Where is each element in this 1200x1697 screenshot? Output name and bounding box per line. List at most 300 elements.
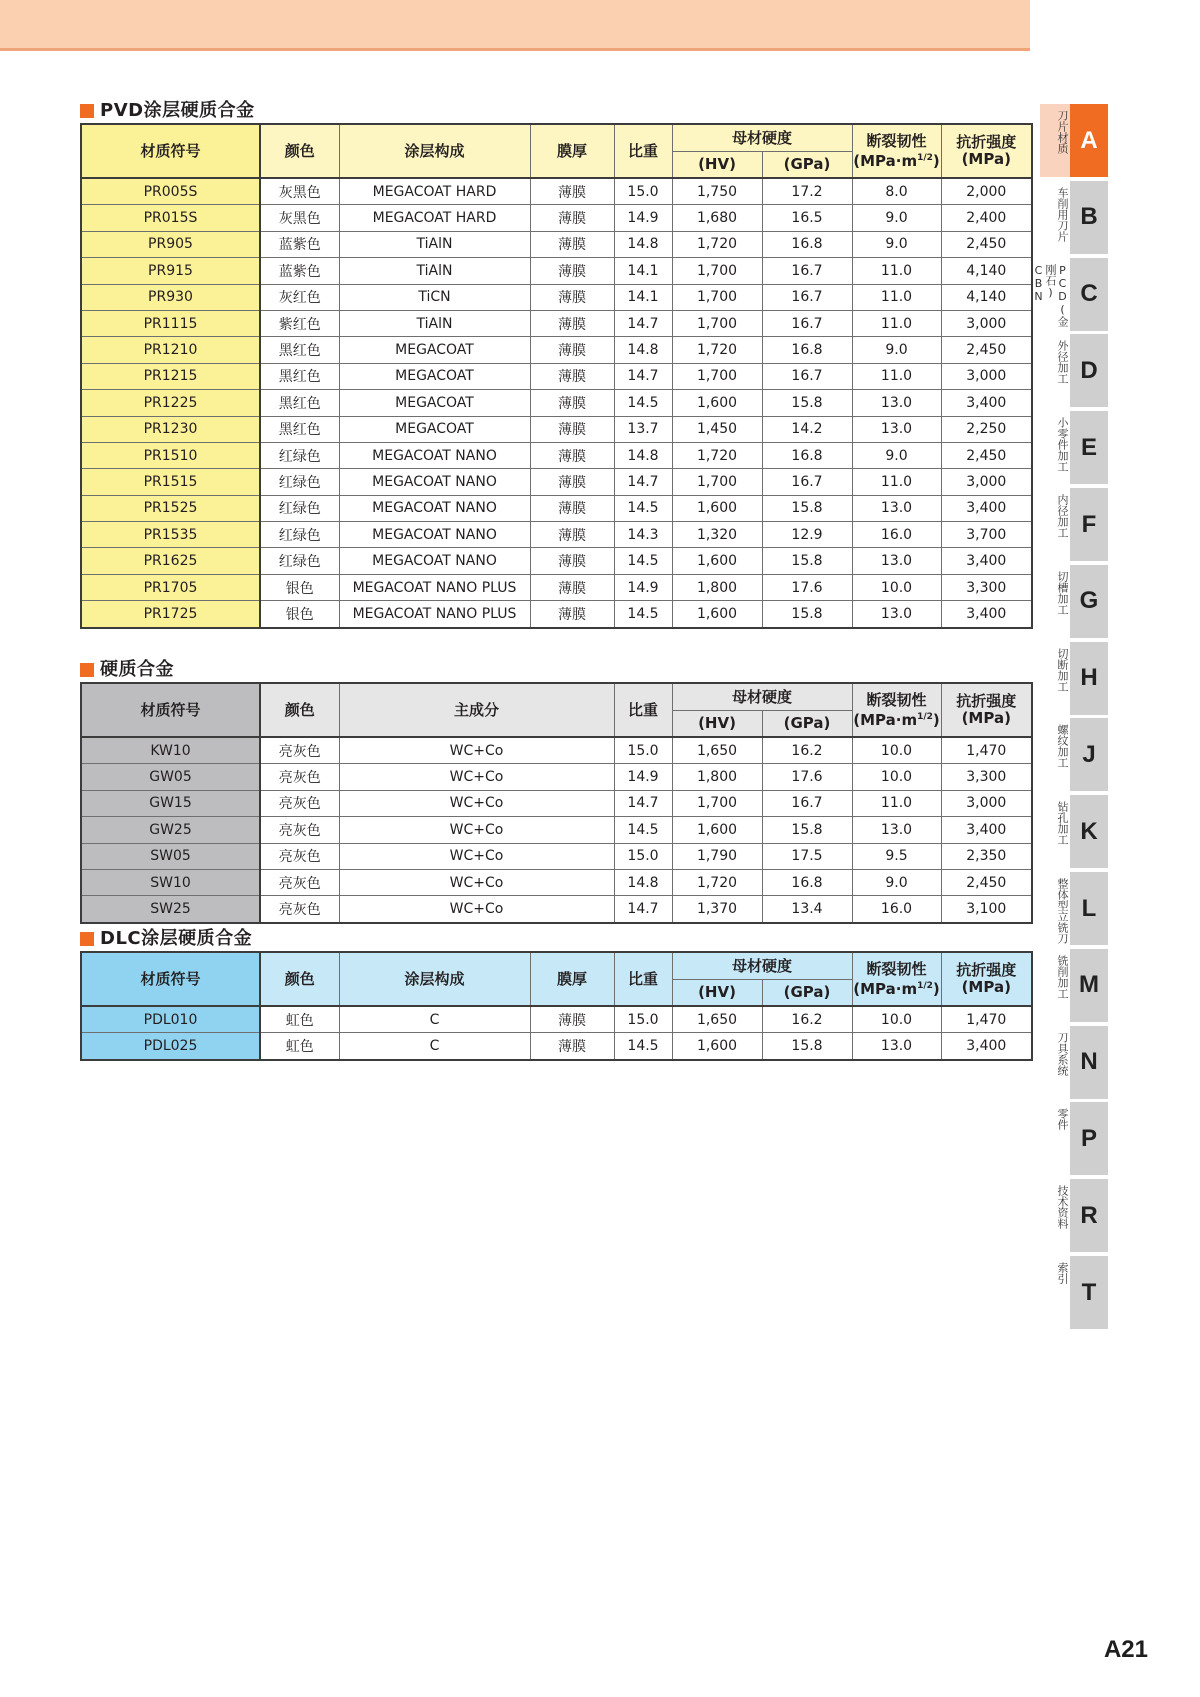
cell-coating: MEGACOAT NANO PLUS [339,601,530,628]
cell-trs: 3,400 [941,1033,1032,1060]
side-tab-r[interactable] [1040,1179,1110,1252]
cell-hv: 1,650 [672,1006,762,1033]
cell-coating: MEGACOAT NANO PLUS [339,574,530,600]
cell-gpa: 16.2 [762,737,852,764]
table-row [81,869,1032,895]
cell-gpa: 16.7 [762,258,852,284]
cell-trs: 2,450 [941,442,1032,468]
cell-color: 虹色 [260,1006,339,1033]
fracture-toughness-unit: (MPa·m [853,710,918,729]
header-hv: (HV) [672,711,762,738]
cell-gpa: 16.7 [762,363,852,389]
cell-coating: MEGACOAT [339,416,530,442]
page-number: A21 [1103,1636,1148,1663]
side-tab-label: 索引 [1056,1262,1069,1284]
cell-trs: 3,400 [941,548,1032,574]
cell-grade: PR1230 [81,416,260,442]
cell-color: 红绿色 [260,442,339,468]
cell-grade: SW25 [81,896,260,923]
fracture-toughness-unit: (MPa·m [853,979,918,998]
side-tab-letter: M [1070,949,1108,1022]
pvd-title-text: PVD涂层硬质合金 [100,100,255,121]
cell-gpa: 17.2 [762,178,852,205]
cell-coating: TiAlN [339,310,530,336]
cell-gpa: 16.7 [762,469,852,495]
cell-grade: PR015S [81,205,260,231]
cell-coating: MEGACOAT NANO [339,495,530,521]
cell-thickness: 薄膜 [530,178,614,205]
cell-sg: 14.9 [614,205,672,231]
cell-kic: 10.0 [852,764,941,790]
cell-thickness: 薄膜 [530,469,614,495]
cell-grade: PR1225 [81,390,260,416]
side-tab-e[interactable] [1040,411,1110,484]
side-tab-label: 外径加工 [1056,340,1069,385]
cell-gpa: 15.8 [762,390,852,416]
fracture-toughness-label: 断裂韧性 [866,131,927,150]
header-grade: 材质符号 [81,124,260,178]
cell-sg: 15.0 [614,843,672,869]
side-tab-letter: H [1070,642,1108,715]
side-tab-label: 刀具系统 [1056,1031,1069,1076]
cell-trs: 3,100 [941,896,1032,923]
header-color: 颜色 [260,952,339,1006]
cell-hv: 1,600 [672,601,762,628]
header-gpa: (GPa) [762,152,852,179]
cell-coating: C [339,1033,530,1060]
side-tab-label: 内径加工 [1056,494,1069,538]
side-tab-label: 铣削加工 [1056,954,1069,999]
cell-grade: PR1515 [81,469,260,495]
cell-sg: 14.7 [614,310,672,336]
table-row [81,416,1032,442]
cell-trs: 4,140 [941,284,1032,310]
table-row [81,548,1032,574]
cell-grade: GW05 [81,764,260,790]
cell-hv: 1,600 [672,817,762,843]
side-tab-label: 零件 [1056,1108,1069,1131]
cell-coating: TiAlN [339,231,530,257]
cell-color: 灰红色 [260,284,339,310]
cell-grade: PR005S [81,178,260,205]
header-grade: 材质符号 [81,683,260,737]
bending-strength-label: 抗折强度 [956,133,1017,151]
cell-sg: 15.0 [614,1006,672,1033]
cell-gpa: 14.2 [762,416,852,442]
cell-grade: PDL010 [81,1006,260,1033]
cell-grade: KW10 [81,737,260,764]
cell-hv: 1,680 [672,205,762,231]
cell-color: 虹色 [260,1033,339,1060]
cell-kic: 16.0 [852,896,941,923]
side-tab-c[interactable] [1032,258,1110,331]
cell-composition: WC+Co [339,817,614,843]
cell-kic: 10.0 [852,737,941,764]
side-tab-label: PCD(金刚石) CBN [1032,263,1069,327]
cell-kic: 11.0 [852,790,941,816]
cell-coating: MEGACOAT NANO [339,469,530,495]
cell-trs: 3,400 [941,390,1032,416]
table-row [81,495,1032,521]
side-tab-letter: A [1070,104,1108,177]
cell-thickness: 薄膜 [530,363,614,389]
header-thickness: 膜厚 [530,124,614,178]
cell-grade: PDL025 [81,1033,260,1060]
cell-trs: 1,470 [941,1006,1032,1033]
cell-thickness: 薄膜 [530,284,614,310]
cell-grade: PR1115 [81,310,260,336]
cell-coating: MEGACOAT HARD [339,205,530,231]
side-tab-h[interactable] [1040,642,1110,715]
cell-coating: MEGACOAT NANO [339,522,530,548]
header-fracture-toughness [852,952,941,1006]
cell-kic: 13.0 [852,817,941,843]
cell-trs: 3,400 [941,817,1032,843]
cell-trs: 2,250 [941,416,1032,442]
header-specific-gravity: 比重 [614,124,672,178]
cell-kic: 13.0 [852,495,941,521]
side-tab-d[interactable] [1040,334,1110,407]
header-specific-gravity: 比重 [614,952,672,1006]
cell-coating: MEGACOAT [339,337,530,363]
cell-grade: PR905 [81,231,260,257]
side-tab-p[interactable] [1040,1102,1110,1175]
cell-sg: 14.8 [614,337,672,363]
cell-grade: PR1510 [81,442,260,468]
cell-color: 亮灰色 [260,869,339,895]
cell-sg: 14.1 [614,284,672,310]
cell-hv: 1,720 [672,869,762,895]
cell-coating: MEGACOAT [339,363,530,389]
cell-hv: 1,700 [672,284,762,310]
dlc-title-text: DLC涂层硬质合金 [100,928,253,949]
cell-thickness: 薄膜 [530,495,614,521]
header-gpa: (GPa) [762,980,852,1007]
fracture-toughness-label: 断裂韧性 [866,959,927,978]
side-tab-g[interactable] [1040,565,1110,638]
cell-color: 蓝紫色 [260,231,339,257]
cell-coating: MEGACOAT [339,390,530,416]
cell-grade: GW25 [81,817,260,843]
cell-thickness: 薄膜 [530,205,614,231]
table-row [81,337,1032,363]
cell-thickness: 薄膜 [530,310,614,336]
table-row [81,469,1032,495]
cell-coating: C [339,1006,530,1033]
cell-gpa: 16.7 [762,790,852,816]
header-bending-strength [941,683,1032,737]
side-tab-letter: N [1070,1026,1108,1099]
table-row [81,231,1032,257]
side-tab-j[interactable] [1040,718,1110,791]
header-base-hardness: 母材硬度 [672,124,852,152]
cell-sg: 14.1 [614,258,672,284]
cell-thickness: 薄膜 [530,574,614,600]
cell-color: 亮灰色 [260,843,339,869]
cell-color: 灰黑色 [260,205,339,231]
cell-hv: 1,700 [672,790,762,816]
cell-sg: 14.9 [614,764,672,790]
cell-trs: 3,300 [941,574,1032,600]
cell-thickness: 薄膜 [530,390,614,416]
side-tab-letter: E [1070,411,1108,484]
cell-grade: PR915 [81,258,260,284]
cell-sg: 14.5 [614,390,672,416]
cell-kic: 9.0 [852,337,941,363]
cell-sg: 14.5 [614,817,672,843]
cell-kic: 13.0 [852,548,941,574]
dlc-table [80,951,1033,1061]
cell-coating: MEGACOAT NANO [339,442,530,468]
side-tab-a[interactable] [1040,104,1110,177]
table-row [81,442,1032,468]
cell-sg: 15.0 [614,178,672,205]
cell-hv: 1,370 [672,896,762,923]
cell-color: 蓝紫色 [260,258,339,284]
cell-thickness: 薄膜 [530,258,614,284]
table-row [81,817,1032,843]
cell-sg: 14.8 [614,442,672,468]
cell-color: 亮灰色 [260,764,339,790]
side-tab-label: 整体型立铣刀 [1056,878,1069,944]
cell-hv: 1,720 [672,337,762,363]
cell-grade: PR930 [81,284,260,310]
cell-kic: 9.0 [852,205,941,231]
cell-hv: 1,600 [672,390,762,416]
cell-composition: WC+Co [339,764,614,790]
cell-hv: 1,700 [672,363,762,389]
cell-sg: 14.7 [614,896,672,923]
cell-hv: 1,700 [672,310,762,336]
header-base-hardness: 母材硬度 [672,952,852,980]
cell-trs: 3,000 [941,790,1032,816]
cell-trs: 3,400 [941,495,1032,521]
side-tab-letter: T [1070,1256,1108,1329]
cell-gpa: 16.2 [762,1006,852,1033]
header-fracture-toughness [852,683,941,737]
pvd-section-title [80,100,255,122]
cell-hv: 1,750 [672,178,762,205]
cell-gpa: 16.8 [762,869,852,895]
cell-gpa: 16.8 [762,442,852,468]
carbide-table [80,682,1033,924]
side-tab-f[interactable] [1040,488,1110,561]
header-specific-gravity: 比重 [614,683,672,737]
bending-strength-label: 抗折强度 [956,692,1017,710]
fracture-toughness-close: ) [932,979,940,998]
cell-kic: 13.0 [852,416,941,442]
cell-kic: 13.0 [852,601,941,628]
cell-trs: 3,000 [941,310,1032,336]
fracture-toughness-unit: (MPa·m [853,151,918,170]
cell-kic: 9.0 [852,869,941,895]
cell-thickness: 薄膜 [530,416,614,442]
cell-gpa: 15.8 [762,495,852,521]
cell-trs: 4,140 [941,258,1032,284]
side-tab-label: 小零件加工 [1056,417,1069,473]
side-tab-label: 车削用刀片 [1056,186,1069,242]
cell-trs: 3,000 [941,469,1032,495]
cell-hv: 1,320 [672,522,762,548]
cell-coating: TiAlN [339,258,530,284]
cell-sg: 14.7 [614,469,672,495]
cell-hv: 1,650 [672,737,762,764]
header-bending-strength [941,952,1032,1006]
header-color: 颜色 [260,124,339,178]
cell-color: 银色 [260,574,339,600]
section-marker-icon [80,663,94,677]
header-coating: 涂层构成 [339,124,530,178]
cell-kic: 8.0 [852,178,941,205]
cell-thickness: 薄膜 [530,337,614,363]
header-color: 颜色 [260,683,339,737]
cell-coating: TiCN [339,284,530,310]
cell-kic: 11.0 [852,258,941,284]
cell-kic: 11.0 [852,469,941,495]
cell-hv: 1,600 [672,1033,762,1060]
header-hv: (HV) [672,980,762,1007]
header-fracture-toughness [852,124,941,178]
cell-grade: PR1725 [81,601,260,628]
cell-composition: WC+Co [339,869,614,895]
cell-gpa: 16.5 [762,205,852,231]
table-row [81,284,1032,310]
section-marker-icon [80,104,94,118]
cell-gpa: 13.4 [762,896,852,923]
cell-sg: 14.7 [614,363,672,389]
side-tab-label: 螺纹加工 [1056,724,1069,769]
side-tab-letter: C [1070,258,1108,331]
side-tab-letter: J [1070,718,1108,791]
header-hv: (HV) [672,152,762,179]
cell-grade: PR1625 [81,548,260,574]
header-band [0,0,1030,51]
table-row [81,843,1032,869]
cell-sg: 14.5 [614,495,672,521]
side-tab-b[interactable] [1040,181,1110,254]
cell-kic: 9.5 [852,843,941,869]
table-row [81,258,1032,284]
cell-color: 灰黑色 [260,178,339,205]
cell-grade: PR1705 [81,574,260,600]
side-tab-label: 切槽加工 [1056,570,1069,615]
fracture-toughness-close: ) [932,151,940,170]
carbide-section-title [80,659,174,681]
cell-composition: WC+Co [339,843,614,869]
side-tab-t[interactable] [1040,1256,1110,1329]
cell-color: 红绿色 [260,469,339,495]
cell-gpa: 16.7 [762,284,852,310]
cell-gpa: 15.8 [762,1033,852,1060]
cell-color: 红绿色 [260,522,339,548]
cell-gpa: 16.8 [762,337,852,363]
cell-kic: 10.0 [852,574,941,600]
header-bending-strength [941,124,1032,178]
cell-color: 红绿色 [260,495,339,521]
cell-sg: 14.5 [614,548,672,574]
table-row [81,390,1032,416]
cell-kic: 9.0 [852,231,941,257]
fracture-toughness-label: 断裂韧性 [866,690,927,709]
cell-kic: 13.0 [852,1033,941,1060]
cell-coating: MEGACOAT NANO [339,548,530,574]
cell-gpa: 17.6 [762,764,852,790]
cell-color: 亮灰色 [260,817,339,843]
cell-hv: 1,600 [672,495,762,521]
cell-kic: 13.0 [852,390,941,416]
table-row [81,764,1032,790]
side-tab-k[interactable] [1040,795,1110,868]
side-tab-label: 切断加工 [1056,647,1069,692]
cell-thickness: 薄膜 [530,548,614,574]
cell-color: 红绿色 [260,548,339,574]
cell-grade: GW15 [81,790,260,816]
cell-gpa: 12.9 [762,522,852,548]
fracture-toughness-close: ) [932,710,940,729]
cell-color: 亮灰色 [260,737,339,764]
cell-sg: 14.3 [614,522,672,548]
cell-grade: PR1210 [81,337,260,363]
header-composition: 主成分 [339,683,614,737]
cell-color: 亮灰色 [260,896,339,923]
header-base-hardness: 母材硬度 [672,683,852,711]
cell-composition: WC+Co [339,737,614,764]
cell-trs: 2,450 [941,337,1032,363]
cell-color: 黑红色 [260,390,339,416]
side-tab-l[interactable] [1040,872,1110,945]
fracture-toughness-sup: 1/2 [917,152,933,163]
cell-sg: 14.8 [614,869,672,895]
header-coating: 涂层构成 [339,952,530,1006]
bending-strength-unit: (MPa) [961,150,1011,168]
cell-composition: WC+Co [339,790,614,816]
cell-gpa: 16.7 [762,310,852,336]
cell-kic: 11.0 [852,284,941,310]
cell-gpa: 15.8 [762,601,852,628]
cell-kic: 11.0 [852,363,941,389]
cell-sg: 14.5 [614,601,672,628]
cell-sg: 14.7 [614,790,672,816]
cell-sg: 13.7 [614,416,672,442]
table-row [81,522,1032,548]
cell-hv: 1,720 [672,442,762,468]
header-grade: 材质符号 [81,952,260,1006]
cell-color: 黑红色 [260,337,339,363]
cell-trs: 3,300 [941,764,1032,790]
table-row [81,790,1032,816]
cell-gpa: 15.8 [762,548,852,574]
cell-kic: 16.0 [852,522,941,548]
cell-hv: 1,800 [672,574,762,600]
cell-thickness: 薄膜 [530,601,614,628]
cell-grade: PR1525 [81,495,260,521]
cell-trs: 2,450 [941,231,1032,257]
side-tab-m[interactable] [1040,949,1110,1022]
cell-gpa: 16.8 [762,231,852,257]
table-row [81,896,1032,923]
table-row [81,1033,1032,1060]
side-tab-n[interactable] [1040,1026,1110,1099]
side-tab-letter: F [1070,488,1108,561]
cell-sg: 14.5 [614,1033,672,1060]
cell-sg: 14.9 [614,574,672,600]
table-row [81,601,1032,628]
cell-color: 黑红色 [260,416,339,442]
cell-gpa: 17.6 [762,574,852,600]
pvd-table [80,123,1033,629]
cell-thickness: 薄膜 [530,1006,614,1033]
section-marker-icon [80,932,94,946]
